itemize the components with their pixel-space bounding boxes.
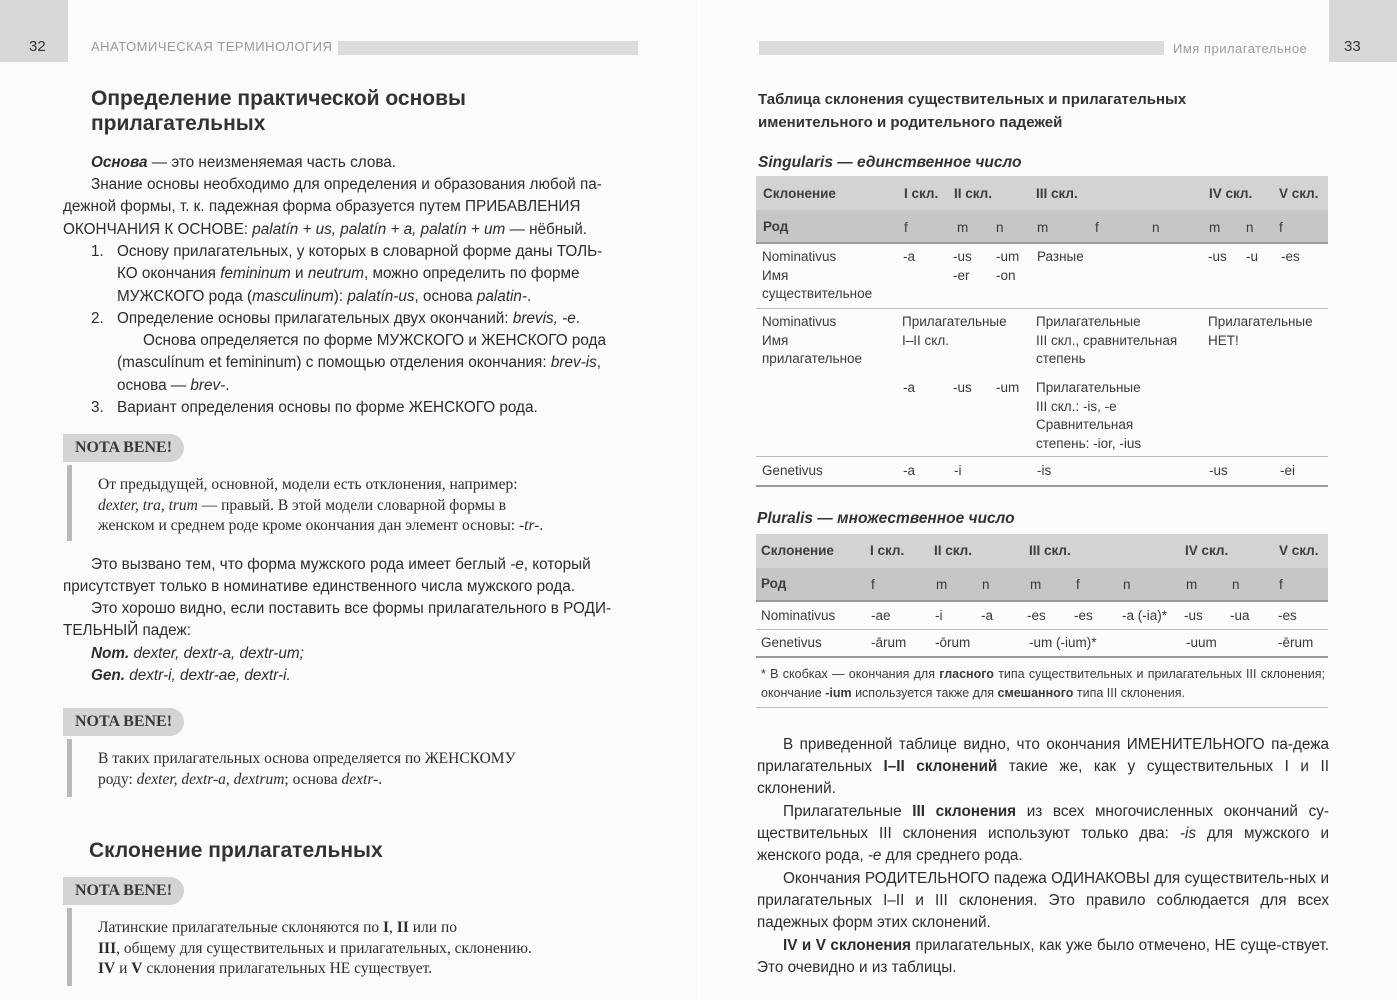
table-cell: -es: [1074, 608, 1093, 623]
table-row-label: Род: [763, 219, 789, 234]
section-heading: Склонение прилагательных: [89, 839, 383, 862]
table-cell: f: [1095, 220, 1099, 235]
example-forms: Nom. dexter, dextr-a, dextr-um; Gen. dextr-i, dextr-ae, dextr-i.: [91, 645, 304, 685]
table-cell: -ua: [1230, 608, 1250, 623]
table-header-cell: IV скл.: [1209, 186, 1253, 201]
table-row-label: Genetivus: [761, 635, 822, 650]
table-cell: -on: [996, 268, 1016, 283]
table-row-label: Nominativus Имя существительное: [762, 249, 873, 301]
table-cell: -i: [935, 608, 943, 623]
table-cell: n: [996, 220, 1004, 235]
running-head: АНАТОМИЧЕСКАЯ ТЕРМИНОЛОГИЯ: [91, 39, 333, 54]
table-row-label: Genetivus: [762, 463, 823, 478]
table-cell: -ērum: [1278, 635, 1314, 650]
table-rule: [756, 485, 1328, 487]
table-cell: f: [1279, 220, 1283, 235]
nota-bene-label: NOTA BENE!: [63, 708, 184, 736]
table-cell: -ei: [1280, 463, 1296, 478]
table-footnote: * В скобках — окончания для гласного типа существительных и прилагательных III склонения; окончание -ium используется также для смешанного типа III склонения.: [761, 667, 1325, 700]
table-cell: m: [957, 220, 969, 235]
table-cell: f: [904, 220, 908, 235]
nota-bene-bar: [67, 739, 72, 797]
table-cell: f: [1279, 577, 1283, 592]
table-header-cell: IV скл.: [1185, 543, 1229, 558]
table-cell: -us: [953, 249, 972, 264]
table-cell: Разные: [1037, 249, 1084, 264]
paragraph: Прилагательные III склонения из всех многочисленных окончаний су-ществительных III склонения используют только два: -is для мужского и женского рода, -e для среднего рода.: [757, 803, 1329, 864]
table-cell: -er: [953, 268, 970, 283]
paragraph: В приведенной таблице видно, что окончания ИМЕНИТЕЛЬНОГО па-дежа прилагательных I–II склонений такие же, как у существительных I и II склонений.: [757, 736, 1329, 797]
table-cell: -es: [1027, 608, 1046, 623]
table-header-cell: III скл.: [1029, 543, 1071, 558]
footnote-rule: [756, 707, 1328, 708]
table-cell: -um (-ium)*: [1029, 635, 1097, 650]
page-number: 32: [29, 38, 46, 55]
table-header-cell: I скл.: [870, 543, 905, 558]
table-cell: -a (-ia)*: [1122, 608, 1168, 623]
table-cell: -us: [1184, 608, 1203, 623]
table-cell: m: [1209, 220, 1221, 235]
table-cell: -us: [1209, 463, 1228, 478]
table-header-cell: V скл.: [1279, 186, 1319, 201]
right-page: [699, 0, 1397, 1000]
table-cell: -is: [1037, 463, 1052, 478]
table-cell: f: [1076, 577, 1080, 592]
table-cell: n: [1123, 577, 1131, 592]
nota-bene-text: Латинские прилагательные склоняются по I, II или по III, общему для существительных и прилагательных, склонению. IV и V склонения прилагательных НЕ существует.: [98, 919, 532, 977]
table-header-cell: V скл.: [1279, 543, 1319, 558]
table-cell: -i: [954, 463, 962, 478]
running-head-bar: [338, 41, 638, 55]
paragraph: Это хорошо видно, если поставить все формы прилагательного в РОДИ- ТЕЛЬНЫЙ падеж:: [63, 600, 612, 640]
table-cell: Прилагательные I–II скл.: [902, 314, 1007, 348]
table-cell: -a: [903, 463, 916, 478]
nota-bene-text: От предыдущей, основной, модели есть отклонения, например: dexter, tra, trum — правый. В этой модели словарной формы в женском и среднем роде кроме окончания дан элемент основы: -tr-.: [98, 476, 544, 534]
table-cell: m: [1037, 220, 1049, 235]
table-header-cell: Склонение: [763, 186, 836, 201]
table-cell: n: [1152, 220, 1160, 235]
table-cell: Прилагательные III скл., сравнительная степень: [1036, 314, 1178, 366]
running-head-bar: [759, 41, 1164, 55]
numbered-list: [91, 241, 643, 419]
table-cell: -um: [996, 380, 1020, 395]
table-cell: m: [1030, 577, 1042, 592]
table-cell: -ōrum: [935, 635, 971, 650]
paragraph: Это вызвано тем, что форма мужского рода имеет беглый -e, который присутствует только в номинативе единственного числа мужского рода.: [63, 556, 591, 596]
paragraph: Окончания РОДИТЕЛЬНОГО падежа ОДИНАКОВЫ для существитель-ных и прилагательных I–II и III склонения. Это правило соблюдается для всех падежных форм этих склонений.: [757, 870, 1329, 931]
pluralis-title: Pluralis — множественное число: [757, 510, 1015, 527]
table-cell: -um: [996, 249, 1020, 264]
table-cell: -uum: [1186, 635, 1217, 650]
table-rule: [756, 600, 1328, 602]
table-cell: -us: [953, 380, 972, 395]
nota-bene-text: В таких прилагательных основа определяется по ЖЕНСКОМУ роду: dexter, dextr-a, dextrum; основа dextr-.: [98, 750, 516, 788]
table-cell: Прилагательные III скл.: -is, -e Сравнительная степень: -ior, -ius: [1036, 380, 1142, 451]
table-cell: -es: [1281, 249, 1300, 264]
table-cell: -ae: [871, 608, 891, 623]
table-row-label: Nominativus Имя прилагательное: [762, 314, 863, 366]
table-header-cell: II скл.: [954, 186, 993, 201]
paragraph: IV и V склонения прилагательных, как уже было отмечено, НЕ суще-ствует. Это очевидно и из таблицы.: [757, 937, 1329, 976]
paragraph: Знание основы необходимо для определения и образования любой па- дежной формы, т. к. падежная форма образуется путем ПРИБАВЛЕНИЯ ОКОНЧАНИЯ К ОСНОВЕ: palatín + us, palatín + a, palatín + um — нёбный.: [63, 176, 602, 238]
table-cell: -ārum: [871, 635, 907, 650]
table-rule: [756, 242, 1328, 244]
table-cell: -a: [903, 380, 916, 395]
table-cell: -es: [1278, 608, 1297, 623]
table-header-cell: II скл.: [934, 543, 973, 558]
table-cell: -us: [1208, 249, 1227, 264]
table-header-cell: Склонение: [761, 543, 834, 558]
table-gender-row: [756, 568, 1328, 600]
table-cell: -a: [903, 249, 916, 264]
table-header-cell: III скл.: [1036, 186, 1078, 201]
table-cell: -u: [1246, 249, 1259, 264]
table-caption: Таблица склонения существительных и прилагательных именительного и родительного падежей: [758, 91, 1187, 131]
page-number: 33: [1344, 38, 1361, 55]
page-number-tab: [1329, 0, 1397, 62]
nota-bene-bar: [67, 908, 72, 986]
table-cell: n: [982, 577, 990, 592]
table-cell: f: [871, 577, 875, 592]
table-row-label: Род: [761, 576, 787, 591]
nota-bene-label: NOTA BENE!: [63, 877, 184, 905]
section-heading: Определение практической основы прилагательных: [91, 87, 466, 135]
table-cell: -a: [981, 608, 994, 623]
table-cell: n: [1246, 220, 1254, 235]
table-rule: [756, 629, 1328, 630]
nota-bene-label: NOTA BENE!: [63, 434, 184, 462]
nota-bene-bar: [67, 465, 72, 541]
list-item: 3. Вариант определения основы по форме ЖЕНСКОГО рода.: [91, 399, 538, 417]
list-item: 2. Определение основы прилагательных двух окончаний: brevis, -e. Основа определяется по форме МУЖСКОГО и ЖЕНСКОГО рода (masculínum et femininum) с помощью отделения окончания: brev-is, основа — brev-.: [91, 309, 606, 394]
list-item: 1. Основу прилагательных, у которых в словарной форме даны ТОЛЬ- КО окончания femininum и neutrum, можно определить по форме МУЖСКОГО рода (masculinum): palatín-us, основа palatin-.: [91, 243, 603, 305]
table-cell: n: [1232, 577, 1240, 592]
table-cell: Прилагательные НЕТ!: [1208, 314, 1313, 348]
definition: Основа — это неизменяемая часть слова.: [91, 154, 397, 171]
table-rule: [756, 456, 1328, 457]
left-page: [0, 0, 698, 1000]
table-header-cell: I скл.: [904, 186, 939, 201]
table-rule: [756, 656, 1328, 658]
table-cell: m: [936, 577, 948, 592]
table-row-label: Nominativus: [761, 608, 836, 623]
table-cell: m: [1186, 577, 1198, 592]
table-rule: [756, 308, 1328, 309]
singularis-title: Singularis — единственное число: [758, 154, 1022, 171]
running-head: Имя прилагательное: [1173, 41, 1308, 56]
